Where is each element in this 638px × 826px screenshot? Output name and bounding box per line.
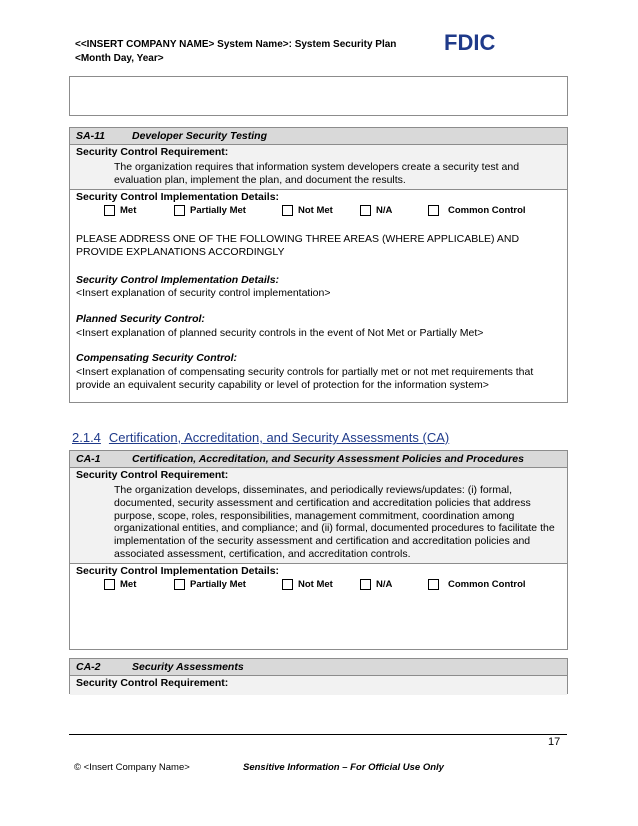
checkbox-icon — [104, 579, 115, 590]
ca2-req-label: Security Control Requirement: — [76, 677, 229, 689]
sa11-title-row — [70, 128, 567, 145]
ca1-req-text: The organization develops, disseminates, and periodically reviews/updates: (i) formal, documented, security assessment and certification and accreditation policies that address purpose, scope, roles, responsibilities, management commitment, coordination among organizational entities, and compliance; and (ii) formal, documented procedures to facilitate the implementation of the security assessment and certification and accreditation policies and associated assessment, certification, and accreditation controls. — [114, 484, 555, 560]
sa11-checkbox-row — [70, 204, 567, 220]
checkbox-icon — [428, 205, 439, 216]
sa11-comp-heading: Compensating Security Control: — [76, 352, 238, 365]
header-date: <Month Day, Year> — [75, 53, 164, 64]
ca1-req-label: Security Control Requirement: — [76, 469, 229, 481]
sa11-req-label: Security Control Requirement: — [76, 146, 229, 158]
sa11-common-control-checkbox[interactable]: Common Control — [428, 205, 526, 216]
ca2-control-block — [69, 658, 568, 694]
checkbox-icon — [360, 205, 371, 216]
footer-company: © <Insert Company Name> — [74, 762, 190, 773]
sa11-na-checkbox[interactable]: N/A — [360, 205, 392, 216]
sa11-req-text: The organization requires that information system developers create a security test and evaluation plan, implement the plan, and document the results. — [114, 161, 520, 186]
sa11-not-met-checkbox[interactable]: Not Met — [282, 205, 333, 216]
empty-box — [69, 76, 568, 116]
ca1-met-checkbox[interactable]: Met — [104, 579, 136, 590]
sa11-impl-text[interactable]: <Insert explanation of security control implementation> — [76, 287, 331, 300]
section-title: Certification, Accreditation, and Security Assessments (CA) — [108, 430, 450, 445]
ca2-id: CA-2 — [76, 661, 101, 673]
sa11-title: Developer Security Testing — [132, 130, 267, 142]
ca2-requirement — [70, 676, 567, 695]
ca1-id: CA-1 — [76, 453, 101, 465]
ca1-impl-label: Security Control Implementation Details: — [76, 564, 280, 577]
ca1-title-row — [70, 451, 567, 468]
sa11-impl-label: Security Control Implementation Details: — [76, 190, 280, 203]
ca1-checkbox-row — [70, 578, 567, 594]
checkbox-icon — [282, 579, 293, 590]
page-number: 17 — [548, 736, 561, 748]
fdic-logo — [444, 30, 502, 54]
ca1-not-met-checkbox[interactable]: Not Met — [282, 579, 333, 590]
sa11-impl-heading: Security Control Implementation Details: — [76, 273, 280, 286]
ca1-control-block — [69, 450, 568, 650]
checkbox-icon — [174, 205, 185, 216]
footer-divider — [69, 734, 567, 735]
sa11-met-checkbox[interactable]: Met — [104, 205, 136, 216]
checkbox-icon — [174, 579, 185, 590]
sa11-requirement — [70, 145, 567, 190]
checkbox-icon — [282, 205, 293, 216]
fdic-logo-text: FDIC — [444, 30, 496, 54]
checkbox-icon — [360, 579, 371, 590]
sa11-comp-text[interactable]: <Insert explanation of compensating security controls for partially met or not met requirements that provide an equivalent security capability or level of protection for the information system> — [76, 365, 534, 392]
ca2-title-row — [70, 659, 567, 676]
ca1-na-checkbox[interactable]: N/A — [360, 579, 392, 590]
section-number: 2.1.4 — [72, 430, 101, 445]
checkbox-icon — [104, 205, 115, 216]
sa11-partially-met-checkbox[interactable]: Partially Met — [174, 205, 246, 216]
header-title: <<INSERT COMPANY NAME> System Name>: System Security Plan — [75, 39, 397, 50]
sa11-planned-heading: Planned Security Control: — [76, 312, 205, 325]
sa11-planned-text[interactable]: <Insert explanation of planned security controls in the event of Not Met or Partially Met> — [76, 326, 484, 339]
page-header — [75, 38, 396, 66]
section-heading[interactable] — [72, 430, 449, 445]
ca1-common-control-checkbox[interactable]: Common Control — [428, 579, 526, 590]
sa11-id: SA-11 — [76, 130, 105, 142]
ca1-requirement — [70, 468, 567, 564]
ca1-title: Certification, Accreditation, and Security Assessment Policies and Procedures — [132, 453, 524, 465]
sa11-instruction: PLEASE ADDRESS ONE OF THE FOLLOWING THREE AREAS (WHERE APPLICABLE) AND PROVIDE EXPLANATIONS ACCORDINGLY — [76, 232, 520, 259]
checkbox-icon — [428, 579, 439, 590]
ca2-title: Security Assessments — [132, 661, 244, 673]
footer-notice: Sensitive Information – For Official Use Only — [243, 762, 444, 773]
ca1-partially-met-checkbox[interactable]: Partially Met — [174, 579, 246, 590]
sa11-control-block — [69, 127, 568, 403]
